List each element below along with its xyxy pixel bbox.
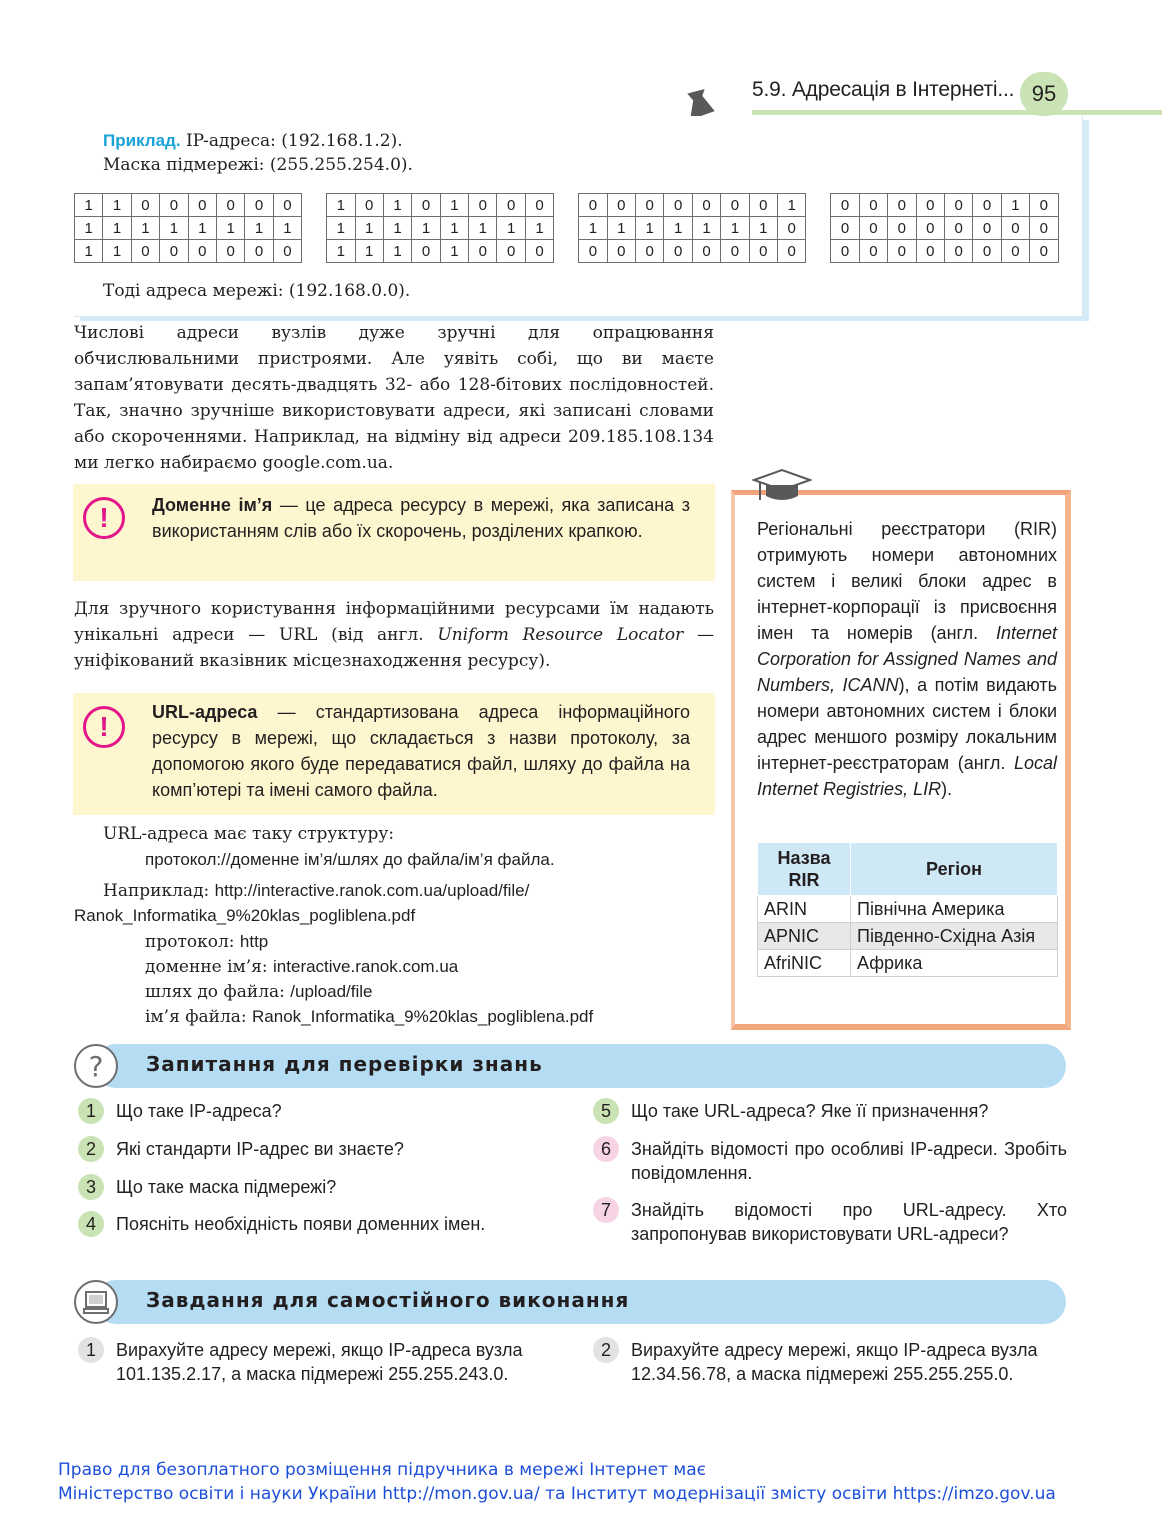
- bit-cell: 1: [383, 194, 411, 217]
- tasks-title: Завдання для самостійного виконання: [146, 1288, 630, 1312]
- url-part-key: шлях до файла:: [145, 982, 291, 1002]
- bit-cell: 1: [721, 217, 749, 240]
- octet-gap: [554, 194, 579, 217]
- bit-cell: 0: [916, 217, 944, 240]
- bit-cell: 1: [440, 240, 468, 263]
- bit-cell: 0: [888, 194, 916, 217]
- question-text: Знайдіть відомості про особливі IP-адреси. Зробіть повідомлення.: [631, 1139, 1067, 1183]
- sidebar-text-2: ), а потім видають номери автономних систем і блоки адрес меншого розміру локальним інтернет-реєстраторам (англ.: [757, 675, 1057, 773]
- url-part-path: [145, 982, 373, 1002]
- question-text: Які стандарти IP-адрес ви знаєте?: [116, 1139, 404, 1159]
- bit-cell: 1: [355, 240, 383, 263]
- bit-cell: 1: [75, 240, 103, 263]
- bit-cell: 0: [973, 194, 1001, 217]
- example-ip: [103, 131, 403, 151]
- paragraph-url-a: Для зручного користування інформаційними ресурсами їм надають унікальні адреси — URL (від англ.: [74, 599, 714, 645]
- bit-cell: 1: [636, 217, 664, 240]
- bit-cell: 0: [579, 194, 607, 217]
- bit-cell: 0: [497, 240, 525, 263]
- url-part-protocol: [145, 932, 268, 952]
- bit-cell: 0: [1030, 240, 1058, 263]
- question-text: Що таке URL-адреса? Яке її призначення?: [631, 1101, 989, 1121]
- question-number: 5: [593, 1098, 619, 1124]
- bit-cell: 0: [412, 194, 440, 217]
- page-number: 95: [1020, 72, 1068, 116]
- bit-cell: 1: [131, 217, 159, 240]
- example-ip-text: IP-адреса: (192.168.1.2).: [185, 131, 403, 151]
- bit-cell: 0: [1030, 194, 1058, 217]
- exclamation-icon: !: [83, 497, 125, 539]
- question-number: 6: [593, 1136, 619, 1162]
- bit-cell: 1: [607, 217, 635, 240]
- table-row: [758, 923, 1058, 950]
- rir-name: APNIC: [758, 923, 851, 950]
- rir-name: ARIN: [758, 896, 851, 923]
- bit-cell: 0: [859, 217, 887, 240]
- bit-cell: 0: [525, 194, 553, 217]
- bit-cell: 0: [859, 194, 887, 217]
- url-example-line1: [103, 881, 529, 901]
- url-pattern: протокол://доменне ім’я/шлях до файла/ім’я файла.: [145, 850, 555, 869]
- sidebar-text: [757, 516, 1057, 802]
- bit-cell: 1: [355, 217, 383, 240]
- bit-cell: 1: [160, 217, 188, 240]
- table-row: [758, 896, 1058, 923]
- bit-cell: 1: [692, 217, 720, 240]
- bit-cell: 0: [273, 240, 301, 263]
- bit-cell: 0: [831, 217, 859, 240]
- bit-cell: 0: [831, 240, 859, 263]
- bit-cell: 1: [497, 217, 525, 240]
- bit-cell: 1: [469, 217, 497, 240]
- bit-cell: 0: [216, 240, 244, 263]
- bit-cell: 0: [497, 194, 525, 217]
- paragraph-numeric-addresses: Числові адреси вузлів дуже зручні для опрацювання обчислювальними пристроями. Але уявіть собі, що ви маєте запам’ятовувати десять-двадцять 32- або 128-бітових послідовностей. Так, значно зручніше використовувати адреси, які записані словами або скороченнями. Наприклад, на відміну від адреси 209.185.108.134 ми легко набираємо google.com.ua.: [74, 323, 714, 473]
- example-mask: Маска підмережі: (255.255.254.0).: [103, 155, 413, 175]
- tasks-section-header: [74, 1280, 1066, 1324]
- bit-cell: 0: [944, 194, 972, 217]
- url-part-domain: [145, 957, 458, 977]
- bit-cell: 1: [327, 217, 355, 240]
- bit-cell: 0: [607, 240, 635, 263]
- question-text: Що таке маска підмережі?: [116, 1177, 337, 1197]
- task-number: 1: [78, 1337, 104, 1363]
- bit-cell: 0: [160, 240, 188, 263]
- sidebar-italic-2: Local Internet Registries, LIR: [757, 753, 1057, 799]
- bit-cell: 0: [944, 240, 972, 263]
- bit-cell: 1: [1001, 194, 1029, 217]
- bit-cell: 0: [664, 194, 692, 217]
- bit-row: [75, 194, 1059, 217]
- bit-cell: 1: [188, 217, 216, 240]
- bit-cell: 0: [973, 240, 1001, 263]
- rir-table: [757, 842, 1058, 977]
- bit-cell: 0: [749, 240, 777, 263]
- octet-gap: [806, 194, 831, 217]
- url-part-value: Ranok_Informatika_9%20klas_pogliblena.pdf: [252, 1007, 594, 1026]
- bit-cell: 0: [469, 194, 497, 217]
- bit-cell: 0: [273, 194, 301, 217]
- octet-gap: [302, 217, 327, 240]
- bit-cell: 0: [636, 194, 664, 217]
- octet-gap: [806, 217, 831, 240]
- rir-name: AfriNIC: [758, 950, 851, 977]
- bit-cell: 0: [1001, 217, 1029, 240]
- sidebar-text-3: ).: [941, 779, 953, 799]
- bit-cell: 0: [131, 194, 159, 217]
- task-text: Вирахуйте адресу мережі, якщо IP-адреса вузла 101.135.2.17, а маска підмережі 255.255.243.0.: [116, 1340, 523, 1384]
- example-result: Тоді адреса мережі: (192.168.0.0).: [103, 281, 411, 301]
- bit-cell: 0: [469, 240, 497, 263]
- footer-line2: Міністерство освіти і науки України http://mon.gov.ua/ та Інститут модернізації змісту освіти https://imzo.gov.ua: [58, 1484, 1056, 1504]
- bit-cell: 0: [188, 240, 216, 263]
- paragraph-url: [74, 596, 714, 674]
- rir-region: Північна Америка: [851, 896, 1058, 923]
- url-part-value: http: [239, 932, 269, 951]
- bit-cell: 1: [749, 217, 777, 240]
- bit-cell: 1: [383, 240, 411, 263]
- bit-cell: 0: [355, 194, 383, 217]
- questions-title: Запитання для перевірки знань: [146, 1052, 543, 1076]
- graduation-cap-icon: [752, 468, 812, 508]
- octet-gap: [806, 240, 831, 263]
- footer-line1: Право для безоплатного розміщення підручника в мережі Інтернет має: [58, 1460, 706, 1480]
- task-text: Вирахуйте адресу мережі, якщо IP-адреса вузла 12.34.56.78, а маска підмережі 255.255.255.0.: [631, 1340, 1038, 1384]
- example-label: Приклад.: [103, 131, 181, 150]
- bit-cell: 0: [777, 240, 805, 263]
- running-header-title: 5.9. Адресація в Інтернеті...: [752, 78, 1015, 101]
- bit-cell: 0: [831, 194, 859, 217]
- definition-body: — стандартизована адреса інформаційного ресурсу в мережі, що складається з назви протоколу, за допомогою якого буде передаватися файл, шляху до файла на комп’ютері та імені самого файла.: [152, 702, 690, 800]
- computer-icon: [74, 1280, 118, 1324]
- url-example-line2: Ranok_Informatika_9%20klas_pogliblena.pdf: [74, 906, 416, 925]
- sidebar-text-1: Регіональні реєстратори (RIR) отримують номери автономних систем і великі блоки адрес в інтернет-корпорації із присвоєння імен та номерів (англ.: [757, 519, 1057, 643]
- bit-cell: 1: [579, 217, 607, 240]
- svg-text:?: ?: [88, 1050, 104, 1083]
- octet-gap: [302, 240, 327, 263]
- question-text: Що таке IP-адреса?: [116, 1101, 282, 1121]
- bit-cell: 1: [216, 217, 244, 240]
- paragraph-url-italic: Uniform Resource Locator: [437, 625, 684, 645]
- bit-cell: 1: [412, 217, 440, 240]
- paragraph-url-b: — уніфікований вказівник місцезнаходження ресурсу).: [74, 625, 715, 671]
- octet-gap: [554, 240, 579, 263]
- bit-row: [75, 240, 1059, 263]
- bit-cell: 0: [245, 240, 273, 263]
- definition-text: [152, 699, 690, 803]
- bit-table: [74, 193, 1059, 263]
- bit-cell: 1: [525, 217, 553, 240]
- bit-cell: 1: [440, 194, 468, 217]
- rir-header-name: Назва RIR: [758, 843, 851, 896]
- bit-cell: 0: [216, 194, 244, 217]
- definition-term: Доменне ім’я: [152, 495, 273, 515]
- bit-cell: 1: [327, 240, 355, 263]
- bit-cell: 1: [664, 217, 692, 240]
- octet-gap: [302, 194, 327, 217]
- bit-cell: 0: [131, 240, 159, 263]
- definition-body: — це адреса ресурсу в мережі, яка записана з використанням слів або їх скорочень, розділених крапкою.: [152, 495, 691, 541]
- bit-cell: 0: [777, 217, 805, 240]
- bit-cell: 0: [916, 194, 944, 217]
- definition-text: [152, 492, 690, 544]
- bit-cell: 1: [103, 194, 131, 217]
- bit-cell: 1: [327, 194, 355, 217]
- header-rule: [752, 110, 1162, 115]
- definition-domain-name: [73, 484, 715, 581]
- bit-cell: 1: [75, 194, 103, 217]
- rir-region: Південно-Східна Азія: [851, 923, 1058, 950]
- question-number: 7: [593, 1197, 619, 1223]
- exclamation-icon: !: [83, 706, 125, 748]
- url-part-filename: [145, 1007, 593, 1027]
- question-text: Знайдіть відомості про URL-адресу. Хто запропонував використовувати URL-адреси?: [631, 1200, 1067, 1244]
- bit-cell: 1: [103, 240, 131, 263]
- bit-cell: 1: [245, 217, 273, 240]
- question-text: Поясніть необхідність появи доменних імен.: [116, 1214, 486, 1234]
- bit-cell: 0: [525, 240, 553, 263]
- bit-cell: 1: [440, 217, 468, 240]
- bit-cell: 0: [888, 240, 916, 263]
- bit-cell: 0: [692, 194, 720, 217]
- bit-cell: 1: [383, 217, 411, 240]
- url-part-key: доменне ім’я:: [145, 957, 274, 977]
- octet-gap: [554, 217, 579, 240]
- bit-cell: 0: [721, 194, 749, 217]
- bit-cell: 0: [1001, 240, 1029, 263]
- bit-cell: 1: [75, 217, 103, 240]
- table-row: [758, 950, 1058, 977]
- question-number: 4: [78, 1211, 104, 1237]
- bit-cell: 0: [245, 194, 273, 217]
- url-part-value: interactive.ranok.com.ua: [273, 957, 459, 976]
- url-part-value: /upload/file: [290, 982, 373, 1001]
- bit-cell: 0: [721, 240, 749, 263]
- sidebar-italic-1: Internet Corporation for Assigned Names and Numbers, ICANN: [757, 623, 1057, 695]
- bit-cell: 0: [579, 240, 607, 263]
- bit-cell: 0: [888, 217, 916, 240]
- bit-row: [75, 217, 1059, 240]
- questions-section-header: [74, 1044, 1066, 1088]
- bit-cell: 0: [749, 194, 777, 217]
- bit-cell: 0: [607, 194, 635, 217]
- url-part-key: протокол:: [145, 932, 240, 952]
- bit-cell: 0: [636, 240, 664, 263]
- task-number: 2: [593, 1337, 619, 1363]
- bit-cell: 0: [916, 240, 944, 263]
- bit-cell: 0: [973, 217, 1001, 240]
- bit-cell: 1: [777, 194, 805, 217]
- question-icon: [74, 1044, 118, 1088]
- bit-cell: 1: [273, 217, 301, 240]
- bit-cell: 0: [160, 194, 188, 217]
- question-number: 2: [78, 1136, 104, 1162]
- bit-cell: 1: [103, 217, 131, 240]
- bit-cell: 0: [188, 194, 216, 217]
- question-number: 1: [78, 1098, 104, 1124]
- bit-cell: 0: [944, 217, 972, 240]
- bit-cell: 0: [859, 240, 887, 263]
- definition-term: URL-адреса: [152, 702, 258, 722]
- question-number: 3: [78, 1174, 104, 1200]
- url-example-label: Наприклад:: [103, 881, 215, 901]
- bit-cell: 0: [692, 240, 720, 263]
- bit-cell: 0: [664, 240, 692, 263]
- url-structure-label: URL-адреса має таку структуру:: [103, 824, 395, 844]
- url-example-a: http://interactive.ranok.com.ua/upload/file/: [214, 881, 530, 900]
- bit-cell: 0: [412, 240, 440, 263]
- rir-region: Африка: [851, 950, 1058, 977]
- bit-cell: 0: [1030, 217, 1058, 240]
- url-part-key: ім’я файла:: [145, 1007, 253, 1027]
- rir-header-region: Регіон: [851, 843, 1058, 896]
- definition-url: [73, 693, 715, 815]
